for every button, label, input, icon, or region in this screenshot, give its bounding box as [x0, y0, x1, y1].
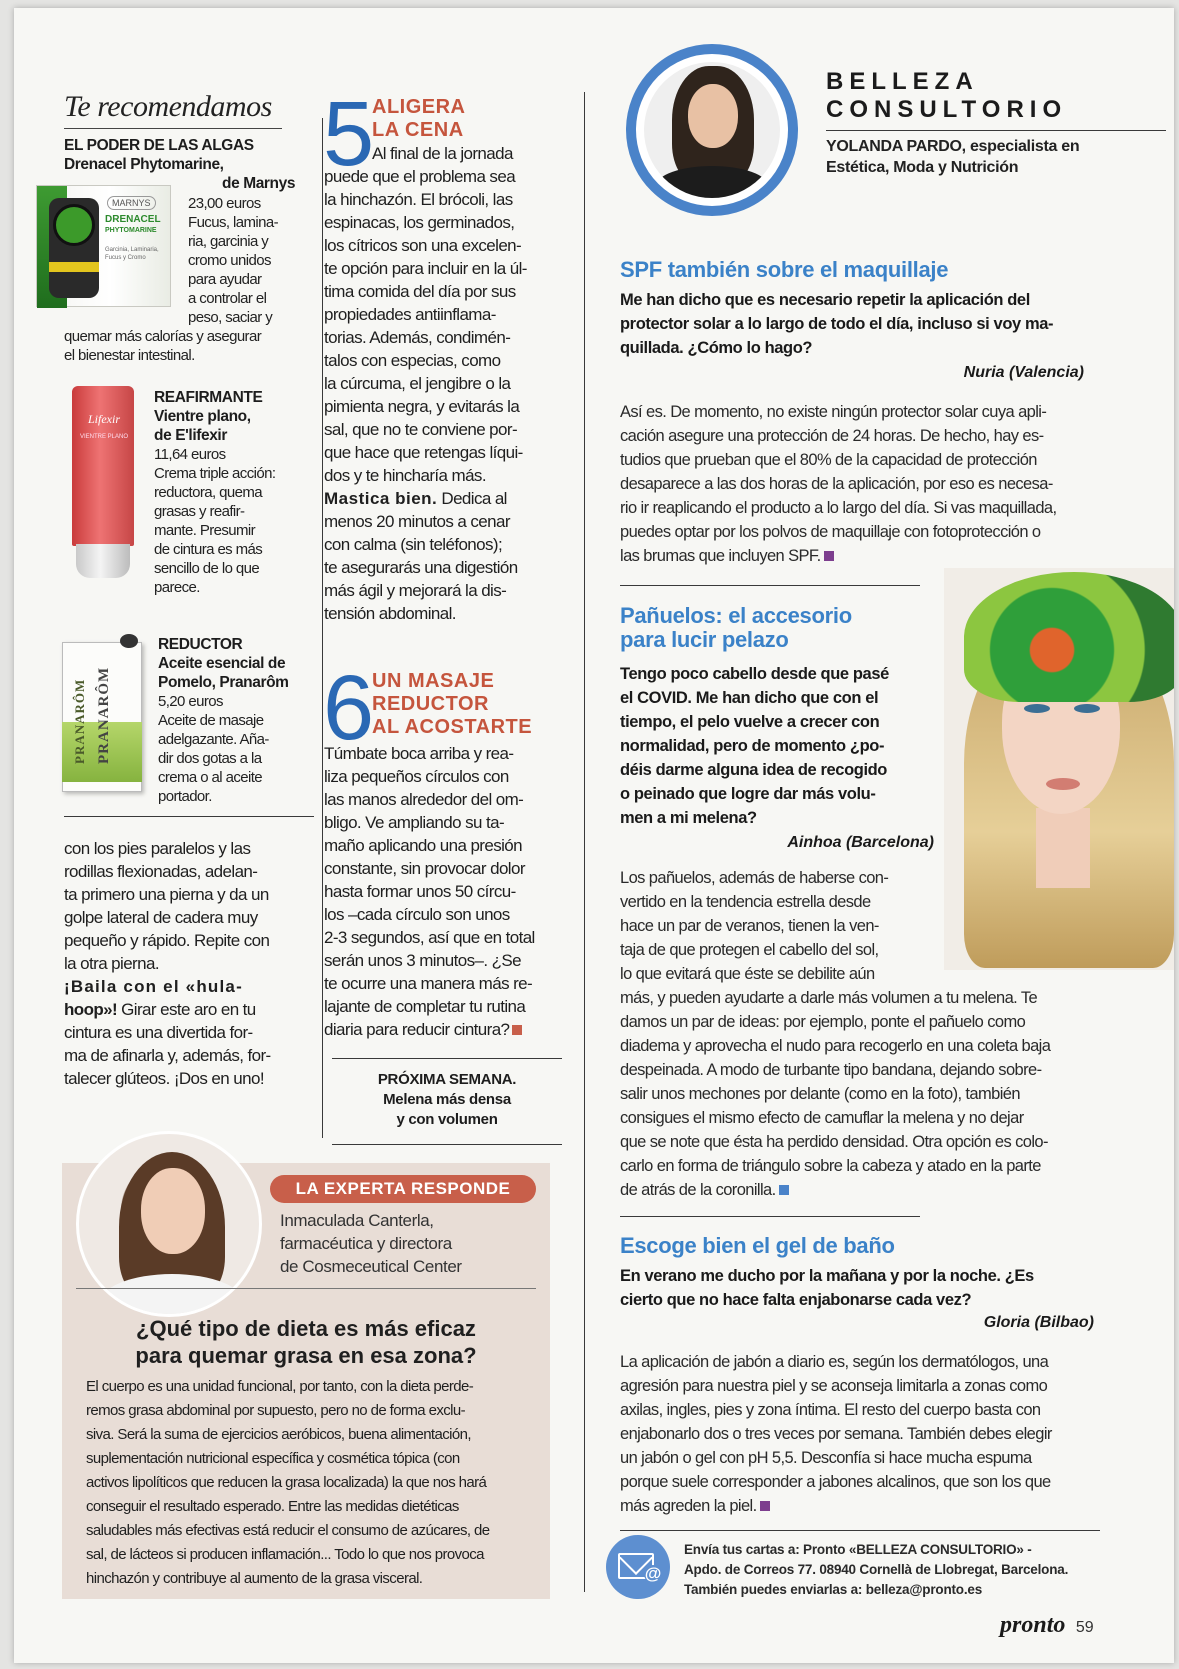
page-number: 59 [1075, 1619, 1094, 1636]
pranarom-front-label: PRANARÔM [96, 666, 112, 764]
q1-bottom-rule [620, 585, 920, 586]
product1-name: Drenacel Phytomarine, [64, 156, 224, 173]
left-column-body: con los pies paralelos y las rodillas flexionadas, adelan- ta primero una pierna y da un golpe lateral de cadera muy pequeño y rápido. Repite con la otra pierna. ¡Baila con el «hula- hoop»! Girar este aro en tu cintura es una divertida for- ma de afinarla y, además, for- talecer glúteos. ¡Dos en uno! [64, 839, 271, 1088]
expert-name: Inmaculada Canterla, farmacéutica y directora de Cosmeceutical Center [280, 1211, 462, 1276]
product1-price: 23,00 euros [188, 195, 261, 212]
marnys-logo: MARNYS [107, 196, 156, 210]
tip5-body: puede que el problema sea la hinchazón. El brócoli, las espinacas, los germinados, los cítricos son una excelen- te opción para incluir en la úl- tima comida del día por sus propiedades antiinflama- torias. Además, condimén- talos con especias, como la cúrcuma, el jengibre o la pimienta negra, y evitarás la sal, que no te conviene por- que hace que retengas líqui- dos y te hincharía más. Mastica bien. Dedica al menos 20 minutos a cenar con calma (sin teléfonos); te asegurarás una digestión más ágil y mejorará la dis- tensión abdominal. [324, 167, 527, 623]
pranarom-box-image [62, 634, 142, 794]
tube-cap [76, 544, 130, 578]
product3-price: 5,20 euros [158, 693, 223, 710]
q2-heading: Pañuelos: el accesorio para lucir pelazo [620, 603, 852, 652]
column-divider-right [584, 92, 585, 1592]
expert-answer: El cuerpo es una unidad funcional, por tanto, con la dieta perde- remos grasa abdominal por supuesto, pero no de forma exclu- siva. Será la suma de ejercicios aeróbicos, buena alimentación, suplementación nutricional específica y cosmética tópica (con activos lipolíticos que reducen la grasa localizada) la que nos hará conseguir el resultado esperado. Entre las medidas dietéticas saludables más efectivas está reducir el consumo de azúcares, de sal, de lácteos si producen inflamación... Todo lo que nos provoca hinchazón y contribuye al aumento de la grasa visceral. [86, 1378, 490, 1587]
column-divider-left [322, 118, 323, 1138]
product3-heading: REDUCTOR [158, 636, 243, 653]
product2-description: Crema triple acción: reductora, quema grasas y reafir- mante. Presumir de cintura es más sencillo de lo que parece. [154, 465, 276, 596]
package-figure [49, 198, 99, 298]
package-product-name: DRENACEL PHYTOMARINE [105, 214, 161, 234]
tip5-number: 5 [323, 83, 375, 185]
product1-heading: EL PODER DE LAS ALGAS [64, 137, 254, 154]
next-week-teaser: PRÓXIMA SEMANA. Melena más densa y con volumen [377, 1071, 517, 1128]
section-title-rule [826, 130, 1166, 131]
end-square-icon [779, 1185, 789, 1195]
end-square-icon [824, 551, 834, 561]
q3-question: En verano me ducho por la mañana y por la noche. ¿Es cierto que no hace falta enjabonarse cada vez? [620, 1267, 1034, 1309]
expert-divider [76, 1288, 536, 1289]
q1-answer: Así es. De momento, no existe ningún protector solar cuya apli- cación asegure una protección de 24 horas. De hecho, hay es- tudios que prueban que el 80% de la capacidad de protección desaparece a las dos horas de la aplicación, por eso es necesa- rio ir reaplicando el producto a lo largo del día. Si vas maquillada, puedes optar por los polvos de maquillaje con fotoprotección o las brumas que incluyen SPF. [620, 403, 1057, 565]
drenacel-package-image [36, 185, 171, 307]
tube-brand: Lifexir [88, 412, 120, 426]
recommend-title-underline [64, 128, 282, 129]
tip5-first-line: Al final de la jornada [372, 144, 513, 163]
q2-signature: Ainhoa (Barcelona) [787, 834, 934, 851]
expert-question: ¿Qué tipo de dieta es más eficaz para quemar grasa en esa zona? [135, 1316, 477, 1368]
tip6-body: Túmbate boca arriba y rea- liza pequeños círculos con las manos alrededor del om- bligo. Ve ampliando su ta- maño aplicando una presión constante, sin provocar dolor hasta formar unos 50 círcu- los –cada círculo son unos 2-3 segundos, así que en total serán unos 3 minutos–. ¿Se te ocurre una manera más re- lajante de completar tu rutina diaria para reducir cintura? [324, 744, 535, 1039]
q1-question: Me han dicho que es necesario repetir la aplicación del protector solar a lo largo de todo el día, incluso si voy ma- quillada. ¿Cómo lo hago? [620, 291, 1054, 357]
product1-description: Fucus, lamina- ria, garcinia y cromo unidos para ayudar a controlar el peso, saciar y [188, 214, 278, 326]
q2-answer-cont: más, y pueden ayudarte a darle más volumen a tu melena. Te damos un par de ideas: por ejemplo, ponte el pañuelo como diadema y aprovecha el nudo para recogerlo en una coleta baja despeinada. A modo de turbante tipo bandana, dejando sobre- salir unos mechones por delante (como en la foto), también consigues el mismo efecto de camuflar la melena y no dejar que se note que ésta ha perdido densidad. Otra opción es colo- carlo en forma de triángulo sobre la cabeza y atado en la parte de atrás de la coronilla. [620, 989, 1051, 1199]
product3-description: Aceite de masaje adelgazante. Aña- dir dos gotas a la crema o al aceite portador. [158, 712, 269, 805]
expert-box [62, 1163, 550, 1599]
end-square-icon [512, 1025, 522, 1035]
product2-heading: REAFIRMANTE [154, 389, 263, 406]
product1-description-end: quemar más calorías y asegurar el bienestar intestinal. [64, 328, 262, 364]
expert-photo [76, 1131, 262, 1317]
recommend-bottom-rule [64, 816, 314, 817]
lifexir-tube-image [66, 386, 138, 581]
q2-answer-start: Los pañuelos, además de haberse con- vertido en la tendencia estrella desde hace un par de veranos, tienen la ven- taja de que protegen el cabello del sol, lo que evitará que éste se debilite aún [620, 869, 889, 983]
tip6-heading: UN MASAJE REDUCTOR AL ACOSTARTE [372, 670, 533, 738]
next-week-bottom-rule [332, 1144, 562, 1145]
expert-badge: LA EXPERTA RESPONDE [270, 1175, 536, 1203]
recommend-title: Te recomendamos [64, 90, 272, 123]
q3-signature: Gloria (Bilbao) [983, 1314, 1094, 1331]
q3-answer: La aplicación de jabón a diario es, según los dermatólogos, una agresión para nuestra piel y se aconseja limitarla a zonas como axilas, ingles, pies y zona íntima. El resto del cuerpo basta con enjabonarlo dos o tres veces por semana. También debes elegir un jabón o gel con pH 5,5. Desconfía si hace mucha espuma porque suele corresponder a jabones alcalinos, que son los que más agreden la piel. [620, 1353, 1052, 1515]
q2-question: Tengo poco cabello desde que pasé el COVID. Me han dicho que con el tiempo, el pelo vuelve a crecer con normalidad, pero de momento ¿po- déis darme alguna idea de recogido o peinado que logre dar más volu- men a mi melena? [620, 665, 889, 827]
magazine-page [14, 8, 1174, 1663]
pranarom-side-label: PRANARÔM [72, 678, 87, 764]
q1-heading: SPF también sobre el maquillaje [620, 257, 949, 282]
mail-envelope-icon: @ [606, 1535, 670, 1599]
mail-top-rule [620, 1530, 1100, 1531]
tube-subtitle: VIENTRE PLANO [80, 434, 129, 440]
product3-name: Aceite esencial de Pomelo, Pranarôm [158, 655, 289, 691]
columnist-photo [626, 44, 798, 216]
scarf-model-photo [944, 568, 1174, 970]
q3-heading: Escoge bien el gel de baño [620, 1233, 895, 1258]
next-week-top-rule [332, 1058, 562, 1059]
columnist-credit: YOLANDA PARDO, especialista en Estética, Moda y Nutrición [826, 138, 1080, 176]
tip6-number: 6 [323, 657, 375, 759]
package-small-text: Garcinia, Laminaria, Fucus y Cromo [105, 247, 159, 261]
footer-brand: pronto [1000, 1612, 1066, 1638]
product1-brand: de Marnys [222, 175, 296, 192]
mail-address: Envía tus cartas a: Pronto «BELLEZA CONSULTORIO» - Apdo. de Correos 77. 08940 Cornellà de Llobregat, Barcelona. También puedes enviarlas a: belleza@pronto.es [684, 1542, 1069, 1597]
product2-price: 11,64 euros [154, 446, 226, 463]
q2-bottom-rule [620, 1216, 920, 1217]
q1-signature: Nuria (Valencia) [963, 364, 1084, 381]
section-title: BELLEZA CONSULTORIO [826, 68, 1068, 123]
page-footer [1000, 1612, 1094, 1639]
end-square-icon [760, 1501, 770, 1511]
tip5-heading: ALIGERA LA CENA [372, 96, 466, 141]
product2-name: Vientre plano, de E'lifexir [154, 408, 251, 444]
